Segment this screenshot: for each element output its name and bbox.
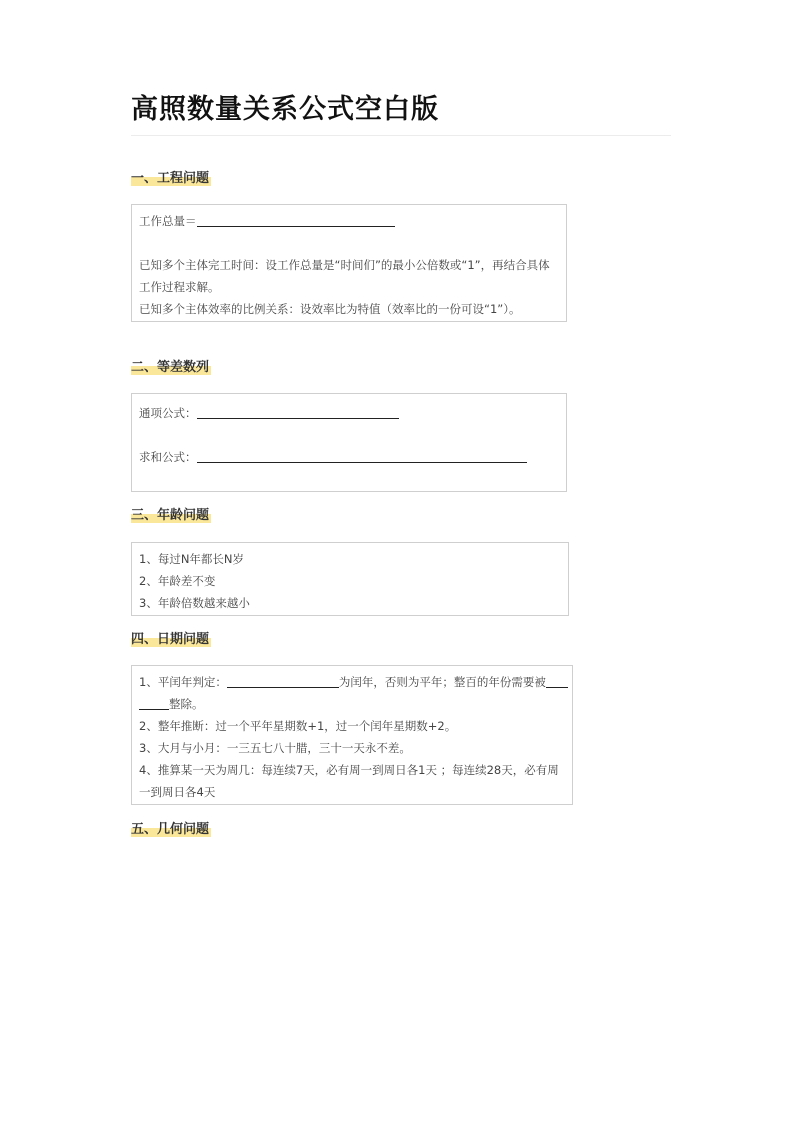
known-time-line: 已知多个主体完工时间：设工作总量是“时间们”的最小公倍数或“1”，再结合具体 xyxy=(139,258,550,272)
date-problem-box xyxy=(131,665,573,805)
divisible-text: 整除。 xyxy=(169,697,204,711)
age-problem-box xyxy=(131,542,569,616)
leap-year-label: 1、平闰年判定： xyxy=(139,675,227,689)
section-heading-age xyxy=(131,507,211,525)
spacer xyxy=(139,232,559,254)
leap-year-text: 为闰年，否则为平年；整百的年份需要被 xyxy=(338,675,546,689)
sum-formula-blank[interactable] xyxy=(197,448,527,463)
spacer xyxy=(139,424,559,446)
divisor-blank-end[interactable] xyxy=(139,695,169,710)
general-term-line xyxy=(139,402,559,424)
list-item: 2、年龄差不变 xyxy=(139,574,216,588)
list-item: 1、每过N年都长N岁 xyxy=(139,552,245,566)
list-item: 4、推算某一天为周几：每连续7天，必有周一到周日各1天 ；每连续28天，必有周 xyxy=(139,763,559,777)
section-heading-arithmetic-sequence xyxy=(131,359,211,377)
arithmetic-sequence-box xyxy=(131,393,567,492)
work-total-label: 工作总量＝ xyxy=(139,214,197,228)
engineering-formula-box xyxy=(131,204,567,322)
known-ratio-line: 已知多个主体效率的比例关系：设效率比为特值（效率比的一份可设“1”）。 xyxy=(139,302,521,316)
section-heading-date xyxy=(131,631,211,649)
general-term-blank[interactable] xyxy=(197,404,399,419)
section-heading-label: 一、工程问题 xyxy=(131,171,210,186)
section-heading-label: 五、几何问题 xyxy=(131,822,210,837)
section-heading-label: 四、日期问题 xyxy=(131,632,210,647)
title-divider xyxy=(131,135,671,136)
known-time-line-cont: 工作过程求解。 xyxy=(139,280,220,294)
page-title: 高照数量关系公式空白版 xyxy=(131,94,439,125)
list-item: 3、大月与小月：一三五七八十腊，三十一天永不差。 xyxy=(139,741,411,755)
list-item: 2、整年推断：过一个平年星期数+1，过一个闰年星期数+2。 xyxy=(139,719,457,733)
divisor-blank-start[interactable] xyxy=(546,673,568,688)
work-total-line xyxy=(139,210,559,232)
list-item: 3、年龄倍数越来越小 xyxy=(139,596,250,610)
list-item: 一到周日各4天 xyxy=(139,785,216,799)
leap-year-line-cont xyxy=(139,693,565,715)
section-heading-engineering xyxy=(131,170,211,188)
leap-year-blank[interactable] xyxy=(227,673,339,688)
sum-formula-line xyxy=(139,446,559,468)
section-heading-geometry xyxy=(131,821,211,839)
leap-year-line xyxy=(139,671,565,693)
general-term-label: 通项公式： xyxy=(139,406,197,420)
section-heading-label: 三、年龄问题 xyxy=(131,508,210,523)
section-heading-label: 二、等差数列 xyxy=(131,360,210,375)
work-total-blank[interactable] xyxy=(197,212,395,227)
sum-formula-label: 求和公式： xyxy=(139,450,197,464)
